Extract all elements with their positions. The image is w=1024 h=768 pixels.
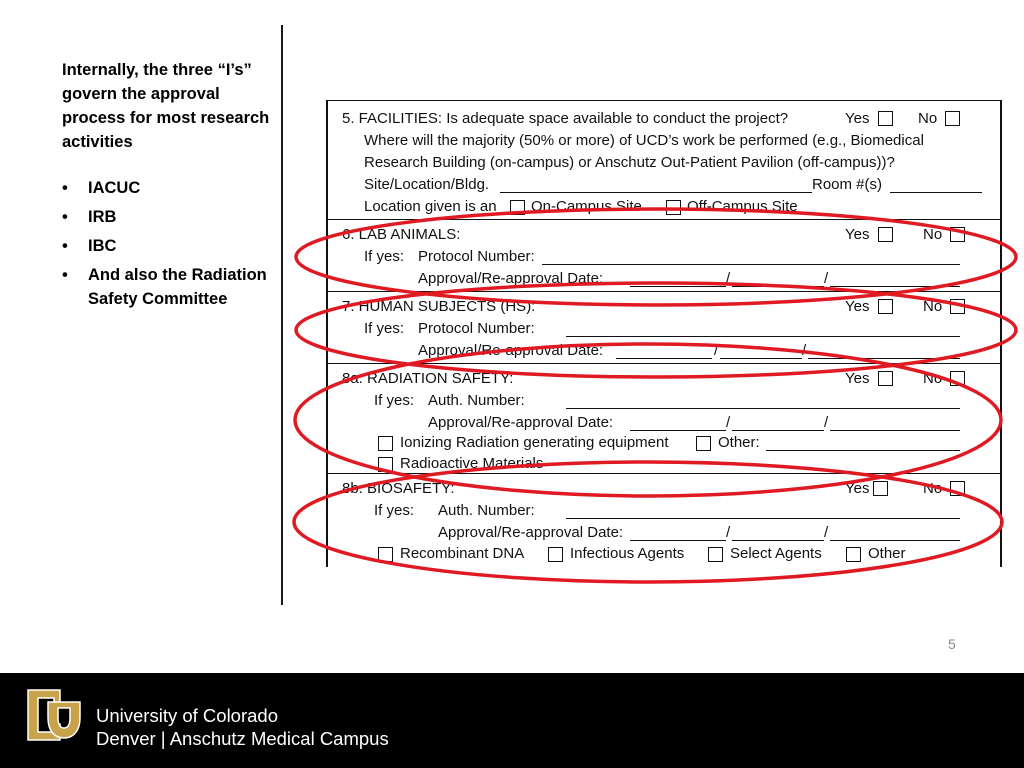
radiation-date-day[interactable] (732, 430, 824, 431)
lab-animals-ifyes: If yes: (364, 248, 405, 265)
radiation-date-month[interactable] (630, 430, 726, 431)
ionizing-label: Ionizing Radiation generating equipment (400, 434, 669, 451)
facilities-title: 5. FACILITIES: Is adequate space available to conduct the project? (342, 110, 789, 127)
lab-animals-date-year[interactable] (830, 286, 960, 287)
radiation-other-field[interactable] (766, 450, 960, 451)
human-subjects-protocol-label: Protocol Number: (418, 320, 535, 337)
footer-text (96, 704, 389, 750)
on-campus-checkbox[interactable] (510, 200, 525, 215)
room-field[interactable] (890, 192, 982, 193)
section-biosafety (328, 473, 1000, 568)
infectious-label: Infectious Agents (570, 545, 685, 562)
section-human-subjects (328, 291, 1000, 364)
select-agents-checkbox[interactable] (708, 547, 723, 562)
lab-animals-no-label: No (923, 226, 943, 243)
biosafety-date-year[interactable] (830, 540, 960, 541)
date-separator: / (824, 524, 829, 541)
footer-line-2: Denver | Anschutz Medical Campus (96, 728, 389, 749)
biosafety-date-month[interactable] (630, 540, 726, 541)
bullet-iacuc: • IACUC (62, 179, 141, 197)
date-separator: / (824, 270, 829, 287)
biosafety-date-day[interactable] (732, 540, 824, 541)
human-subjects-yes-label: Yes (845, 298, 870, 315)
facilities-question-line1: Where will the majority (50% or more) of UCD’s work be performed (e.g., Biomedical (364, 132, 924, 149)
footer-bar (0, 673, 1024, 768)
radiation-date-year[interactable] (830, 430, 960, 431)
bullet-irb: • IRB (62, 208, 117, 226)
on-campus-label: On-Campus Site (531, 198, 642, 215)
bullet-list (62, 176, 272, 311)
lab-animals-date-day[interactable] (732, 286, 824, 287)
date-separator: / (824, 414, 829, 431)
site-location-label: Site/Location/Bldg. (364, 176, 490, 193)
lab-animals-title: 6. LAB ANIMALS: (342, 226, 461, 243)
lab-animals-yes-label: Yes (845, 226, 870, 243)
biosafety-title: 8b. BIOSAFETY: (342, 480, 455, 497)
recombinant-label: Recombinant DNA (400, 545, 525, 562)
date-separator: / (726, 524, 731, 541)
date-separator: / (802, 342, 807, 359)
human-subjects-protocol-field[interactable] (566, 336, 960, 337)
footer-line-1: University of Colorado (96, 705, 278, 726)
lab-animals-no-checkbox[interactable] (950, 227, 965, 242)
select-agents-label: Select Agents (730, 545, 822, 562)
room-label: Room #(s) (812, 176, 883, 193)
facilities-no-checkbox[interactable] (945, 111, 960, 126)
radiation-no-label: No (923, 370, 943, 387)
biosafety-yes-checkbox[interactable] (873, 481, 888, 496)
human-subjects-date-day[interactable] (720, 358, 802, 359)
biosafety-auth-label: Auth. Number: (438, 502, 535, 519)
facilities-no-label: No (918, 110, 938, 127)
radiation-other-label: Other: (718, 434, 760, 451)
lab-animals-protocol-label: Protocol Number: (418, 248, 535, 265)
off-campus-label: Off-Campus Site (687, 198, 798, 215)
bullet-ibc: • IBC (62, 237, 117, 255)
infectious-checkbox[interactable] (548, 547, 563, 562)
facilities-yes-label: Yes (845, 110, 870, 127)
human-subjects-no-label: No (923, 298, 943, 315)
human-subjects-date-month[interactable] (616, 358, 712, 359)
recombinant-checkbox[interactable] (378, 547, 393, 562)
radiation-no-checkbox[interactable] (950, 371, 965, 386)
ionizing-checkbox[interactable] (378, 436, 393, 451)
radiation-yes-label: Yes (845, 370, 870, 387)
radiation-auth-label: Auth. Number: (428, 392, 525, 409)
site-location-field[interactable] (500, 192, 812, 193)
biosafety-no-checkbox[interactable] (950, 481, 965, 496)
date-separator: / (714, 342, 719, 359)
page-number: 5 (948, 636, 956, 652)
lab-animals-protocol-field[interactable] (542, 264, 960, 265)
off-campus-checkbox[interactable] (666, 200, 681, 215)
human-subjects-date-year[interactable] (808, 358, 960, 359)
facilities-yes-checkbox[interactable] (878, 111, 893, 126)
section-facilities (328, 101, 1000, 219)
human-subjects-no-checkbox[interactable] (950, 299, 965, 314)
human-subjects-approval-label: Approval/Re-approval Date: (418, 342, 604, 359)
biosafety-other-label: Other (868, 545, 906, 562)
radioactive-label: Radioactive Materials (400, 455, 544, 472)
section-lab-animals (328, 219, 1000, 290)
radiation-title: 8a. RADIATION SAFETY: (342, 370, 514, 387)
biosafety-ifyes: If yes: (374, 502, 415, 519)
biosafety-yes-label: Yes (845, 480, 870, 497)
biosafety-no-label: No (923, 480, 943, 497)
radiation-ifyes: If yes: (374, 392, 415, 409)
bullet-radiation-safety: • And also the Radiation Safety Committee (62, 266, 267, 308)
radioactive-checkbox[interactable] (378, 457, 393, 472)
university-logo-icon (24, 688, 82, 746)
human-subjects-title: 7. HUMAN SUBJECTS (HS): (342, 298, 536, 315)
radiation-auth-field[interactable] (566, 408, 960, 409)
biosafety-approval-label: Approval/Re-approval Date: (438, 524, 624, 541)
section-radiation-safety (328, 363, 1000, 476)
location-given-label: Location given is an (364, 198, 497, 215)
lab-animals-yes-checkbox[interactable] (878, 227, 893, 242)
form-excerpt (326, 100, 1002, 567)
radiation-approval-label: Approval/Re-approval Date: (428, 414, 614, 431)
human-subjects-yes-checkbox[interactable] (878, 299, 893, 314)
date-separator: / (726, 414, 731, 431)
radiation-yes-checkbox[interactable] (878, 371, 893, 386)
left-text-panel (62, 58, 272, 316)
biosafety-other-checkbox[interactable] (846, 547, 861, 562)
human-subjects-ifyes: If yes: (364, 320, 405, 337)
lab-animals-date-month[interactable] (630, 286, 726, 287)
biosafety-auth-field[interactable] (566, 518, 960, 519)
date-separator: / (726, 270, 731, 287)
facilities-question-line2: Research Building (on-campus) or Anschutz Out-Patient Pavilion (off-campus))? (364, 154, 895, 171)
lab-animals-approval-label: Approval/Re-approval Date: (418, 270, 604, 287)
radiation-other-checkbox[interactable] (696, 436, 711, 451)
intro-text: Internally, the three “I’s” govern the approval process for most research activities (62, 61, 270, 151)
vertical-divider (281, 25, 283, 605)
